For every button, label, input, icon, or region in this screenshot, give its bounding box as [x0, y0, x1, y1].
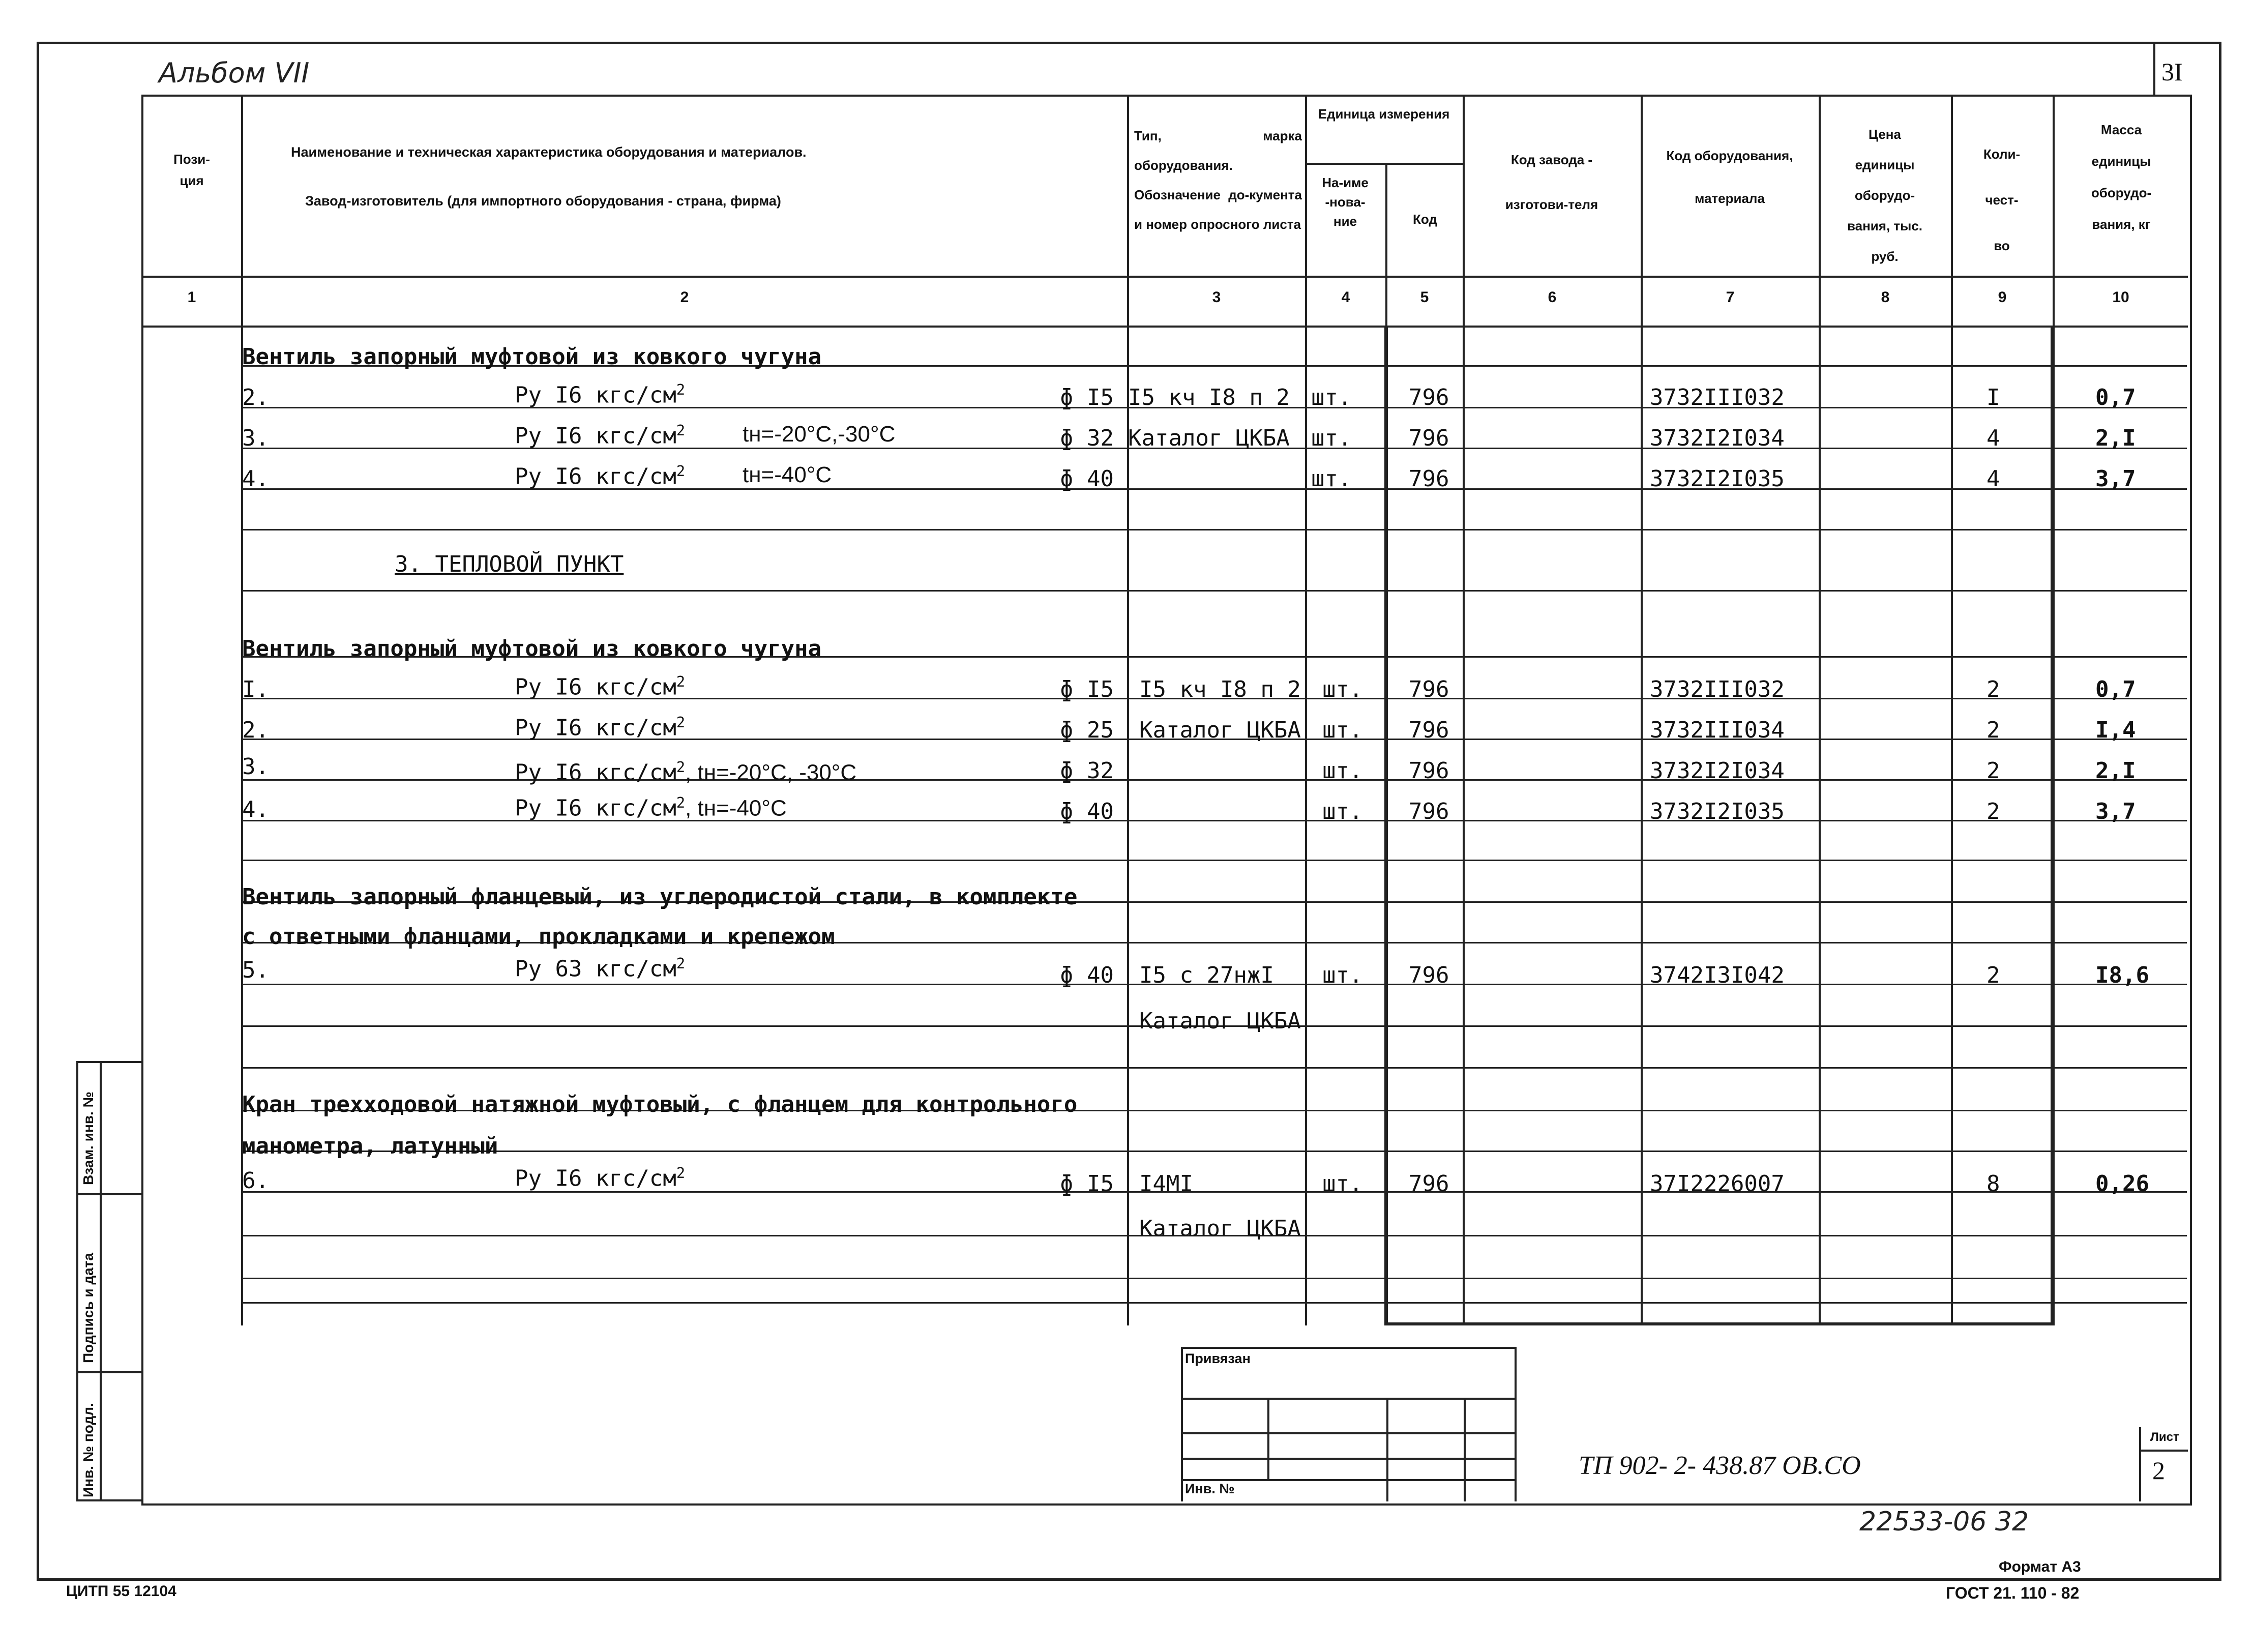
side-strip-divider — [100, 1061, 102, 1501]
col-line-8 — [1951, 95, 1953, 1325]
row-type: I5 кч I8 п 2 — [1128, 385, 1290, 410]
col-line-7 — [1819, 95, 1821, 1325]
row-separator — [241, 590, 2187, 592]
row-mass: 3,7 — [2095, 799, 2136, 824]
section-heading: 3. ТЕПЛОВОЙ ПУНКТ — [395, 551, 624, 577]
row-type: Каталог ЦКБА — [1139, 717, 1301, 743]
row-unit-code: 796 — [1409, 385, 1449, 410]
hdr-col4: На-име-нова-ние — [1322, 175, 1369, 229]
row-name: манометра, латунный — [242, 1133, 498, 1159]
row-spec: Ру I6 кгс/$см^2$, tн=-40°C — [515, 794, 787, 821]
row-dn: ɸ I5 — [1060, 676, 1114, 702]
row-type: Каталог ЦКБА — [1128, 425, 1290, 451]
colnum-9: 9 — [1998, 289, 2007, 306]
row-mass: 3,7 — [2095, 466, 2136, 492]
col-line-5 — [1463, 95, 1465, 1325]
hdr-col6: Код завода - изготови-теля — [1505, 152, 1598, 212]
row-code: 3732III032 — [1650, 676, 1785, 702]
row-unit: шт. — [1322, 717, 1363, 743]
row-spec: Ру I6 кгс/$см^2$ — [515, 462, 686, 490]
footer-format: Формат А3 — [1999, 1558, 2081, 1575]
stamp-inv-no: Инв. № — [1185, 1481, 1235, 1496]
row-qty: 4 — [1987, 425, 2000, 451]
row-spec: Ру I6 кгс/$см^2$ — [515, 381, 686, 408]
inner-frame — [141, 95, 2192, 1506]
row-spec: Ру I6 кгс/$см^2$ — [515, 1164, 686, 1192]
row-pos: 3. — [242, 425, 269, 451]
row-unit-code: 796 — [1409, 758, 1449, 784]
row-spec: Ру I6 кгс/$см^2$, tн=-20°C, -30°C — [515, 758, 857, 786]
row-separator — [241, 1150, 2187, 1152]
row-code: 37I2226007 — [1650, 1171, 1785, 1197]
row-unit: шт. — [1322, 1171, 1363, 1197]
row-mass: 0,7 — [2095, 676, 2136, 702]
sheet-box-line — [2139, 1450, 2188, 1452]
hdr-col2-line1: Наименование и техническая характеристика оборудования и материалов. — [291, 144, 807, 160]
row-type: I4MI — [1139, 1171, 1193, 1197]
colnum-2: 2 — [680, 289, 689, 306]
row-unit: шт. — [1322, 962, 1363, 988]
corner-page-number: 3I — [2161, 57, 2183, 86]
row-type: Каталог ЦКБА — [1139, 1008, 1301, 1034]
row-pos: I. — [242, 676, 269, 702]
row-dn: ɸ 40 — [1060, 466, 1114, 492]
hdr-col1: Пози- ция — [173, 152, 210, 188]
row-spec: Ру 63 кгс/$см^2$ — [515, 955, 686, 982]
row-unit-code: 796 — [1409, 717, 1449, 743]
row-dn: ɸ 40 — [1060, 962, 1114, 988]
stamp-vline-3 — [1464, 1398, 1466, 1501]
body-bottom-line — [1384, 1322, 2055, 1325]
hdr-col3: Тип, марка оборудования. Обозначение до-кумента и номер опросного листа — [1134, 128, 1302, 232]
row-separator — [241, 1302, 2187, 1304]
colnum-1: 1 — [187, 289, 196, 306]
row-code: 3732I2I034 — [1650, 425, 1785, 451]
colnum-4: 4 — [1341, 289, 1350, 306]
row-pos: 4. — [242, 466, 269, 492]
row-unit-code: 796 — [1409, 466, 1449, 492]
row-unit-code: 796 — [1409, 676, 1449, 702]
row-qty: 2 — [1987, 799, 2000, 824]
row-dn: ɸ 32 — [1060, 758, 1114, 784]
row-unit-code: 796 — [1409, 962, 1449, 988]
hdr-unit-group: Единица измерения — [1318, 106, 1450, 122]
colnum-5: 5 — [1420, 289, 1429, 306]
row-name: Кран трехходовой натяжной муфтовый, с фланцем для контрольного — [242, 1092, 1078, 1117]
row-spec: Ру I6 кгс/$см^2$ — [515, 714, 686, 741]
row-qty: 4 — [1987, 466, 2000, 492]
row-dn: ɸ 40 — [1060, 799, 1114, 824]
row-unit: шт. — [1311, 385, 1352, 410]
col-line-3 — [1305, 95, 1307, 1325]
row-code: 3742I3I042 — [1650, 962, 1785, 988]
stamp-vline-1 — [1267, 1398, 1269, 1479]
row-code: 3732I2I035 — [1650, 799, 1785, 824]
row-pos: 6. — [242, 1168, 269, 1194]
row-mass: I,4 — [2095, 717, 2136, 743]
row-unit: шт. — [1322, 676, 1363, 702]
row-dn: ɸ I5 — [1060, 385, 1114, 410]
row-qty: 2 — [1987, 758, 2000, 784]
row-unit: шт. — [1311, 466, 1352, 492]
doc-code: ТП 902- 2- 438.87 ОВ.СО — [1579, 1451, 1861, 1480]
hdr-col10: Масса единицы оборудо-вания, кг — [2091, 122, 2152, 232]
row-qty: I — [1987, 385, 2000, 410]
album-label: Альбом VII — [159, 57, 310, 89]
row-separator — [241, 529, 2187, 530]
stamp-box — [1181, 1347, 1517, 1501]
sheet-label: Лист — [2150, 1430, 2179, 1444]
side-label-signature-date: Подпись и дата — [80, 1253, 96, 1363]
row-mass: 0,7 — [2095, 385, 2136, 410]
footer-gost: ГОСТ 21. 110 - 82 — [1946, 1584, 2080, 1602]
row-separator — [241, 860, 2187, 861]
row-qty: 2 — [1987, 717, 2000, 743]
colnum-3: 3 — [1212, 289, 1221, 306]
row-unit: шт. — [1322, 799, 1363, 824]
row-type: I5 с 27нжI — [1139, 962, 1274, 988]
side-label-inv-original: Инв. № подл. — [80, 1403, 96, 1497]
row-dn: ɸ 25 — [1060, 717, 1114, 743]
side-strip-line-2 — [76, 1371, 141, 1373]
row-pos: 2. — [242, 717, 269, 743]
row-unit-code: 796 — [1409, 799, 1449, 824]
row-dn: ɸ 32 — [1060, 425, 1114, 451]
colnum-8: 8 — [1881, 289, 1890, 306]
side-strip-line-1 — [76, 1193, 141, 1195]
row-mass: 2,I — [2095, 425, 2136, 451]
hdr-col9: Коли-чест-во — [1983, 146, 2021, 253]
col-line-2 — [1127, 95, 1129, 1325]
row-pos: 3. — [242, 754, 269, 780]
colnum-10: 10 — [2112, 289, 2129, 306]
colnum-bottom-line — [141, 326, 2188, 328]
row-name: Вентиль запорный муфтовой из ковкого чугуна — [242, 344, 822, 370]
row-pos: 2. — [242, 385, 269, 410]
row-separator — [241, 1067, 2187, 1069]
thick-line-b — [2051, 326, 2054, 1325]
row-code: 3732I2I034 — [1650, 758, 1785, 784]
row-code: 3732III032 — [1650, 385, 1785, 410]
row-temp: tн=-20°C,-30°C — [743, 422, 896, 447]
row-qty: 2 — [1987, 962, 2000, 988]
side-label-replace-inv: Взам. инв. № — [80, 1092, 96, 1185]
row-name: Вентиль запорный муфтовой из ковкого чугуна — [242, 636, 822, 662]
row-pos: 5. — [242, 957, 269, 983]
row-unit: шт. — [1322, 758, 1363, 784]
col-line-6 — [1641, 95, 1643, 1325]
thick-line-a — [1384, 326, 1388, 1325]
stamp-privyazan: Привязан — [1185, 1351, 1251, 1366]
colnum-7: 7 — [1726, 289, 1735, 306]
row-mass: I8,6 — [2095, 962, 2149, 988]
row-qty: 2 — [1987, 676, 2000, 702]
row-qty: 8 — [1987, 1171, 2000, 1197]
row-code: 3732III034 — [1650, 717, 1785, 743]
handwritten-code: 22533-06 32 — [1859, 1507, 2029, 1537]
stamp-line-1 — [1181, 1398, 1517, 1400]
row-separator — [241, 1278, 2187, 1279]
footer-citp: ЦИТП 55 12104 — [66, 1583, 176, 1600]
header-bottom-line — [141, 276, 2188, 278]
row-spec: Ру I6 кгс/$см^2$ — [515, 673, 686, 700]
row-spec: Ру I6 кгс/$см^2$ — [515, 422, 686, 449]
row-mass: 2,I — [2095, 758, 2136, 784]
row-name: с ответными фланцами, прокладками и крепежом — [242, 924, 835, 950]
row-name: Вентиль запорный фланцевый, из углеродистой стали, в комплекте — [242, 884, 1078, 910]
row-type: Каталог ЦКБА — [1139, 1216, 1301, 1242]
hdr-col5: Код — [1413, 212, 1437, 227]
row-unit-code: 796 — [1409, 425, 1449, 451]
stamp-line-3 — [1181, 1458, 1517, 1460]
row-unit: шт. — [1311, 425, 1352, 451]
row-temp: tн=-40°C — [743, 462, 832, 487]
row-type: I5 кч I8 п 2 — [1139, 676, 1301, 702]
hdr-col8: Цена единицы оборудо-вания, тыс. руб. — [1847, 127, 1923, 264]
colnum-6: 6 — [1548, 289, 1557, 306]
hdr-col7: Код оборудования, материала — [1666, 148, 1793, 206]
row-code: 3732I2I035 — [1650, 466, 1785, 492]
hdr-col2-line2: Завод-изготовитель (для импортного оборудования - страна, фирма) — [305, 193, 781, 209]
row-unit-code: 796 — [1409, 1171, 1449, 1197]
row-mass: 0,26 — [2095, 1171, 2149, 1197]
stamp-line-2 — [1181, 1432, 1517, 1434]
row-dn: ɸ I5 — [1060, 1171, 1114, 1197]
unit-split-line — [1305, 163, 1463, 165]
stamp-vline-2 — [1386, 1398, 1388, 1501]
sheet-number: 2 — [2152, 1456, 2165, 1485]
row-pos: 4. — [242, 796, 269, 822]
